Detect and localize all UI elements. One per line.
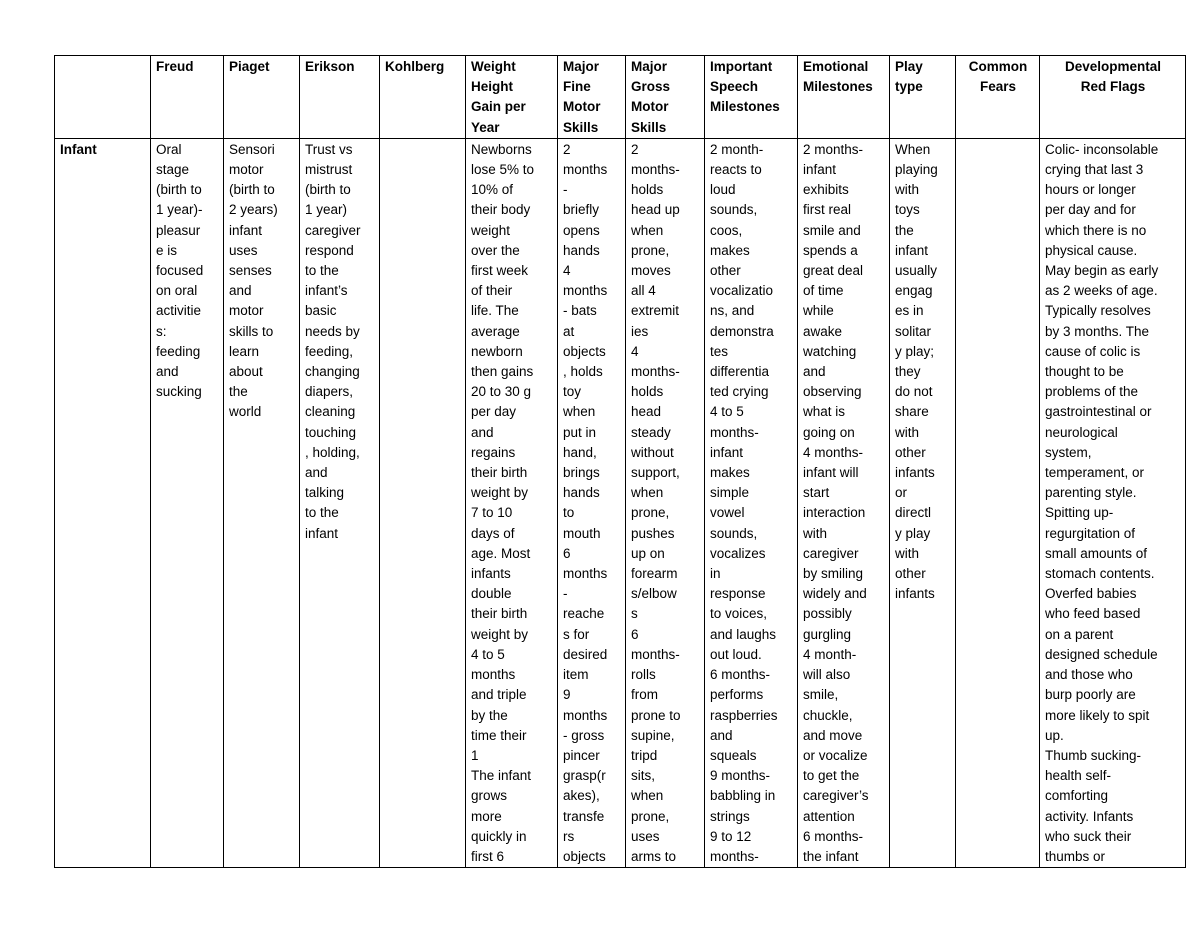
header-cell-fine-motor: Major Fine Motor Skills xyxy=(558,56,626,139)
header-cell-speech: Important Speech Milestones xyxy=(705,56,798,139)
cell-play-type: When playing with toys the infant usually engag es in solitar y play; they do not share with other infants or directl y play with other infants xyxy=(890,138,956,867)
cell-fine-motor: 2 months - briefly opens hands 4 months - bats at objects , holds toy when put in hand, brings hands to mouth 6 months - reache s for desired item 9 months - gross pincer grasp(r akes), transfe rs objects xyxy=(558,138,626,867)
table-row-infant xyxy=(55,138,1186,867)
cell-fears xyxy=(956,138,1040,867)
cell-speech: 2 month- reacts to loud sounds, coos, makes other vocalizatio ns, and demonstra tes differentia ted crying 4 to 5 months- infant makes simple vowel sounds, vocalizes in response to voices, and laughs out loud. 6 months- performs raspberries and squeals 9 months- babbling in strings 9 to 12 months- xyxy=(705,138,798,867)
development-table xyxy=(54,55,1186,868)
cell-freud: Oral stage (birth to 1 year)- pleasur e is focused on oral activitie s: feeding and sucking xyxy=(151,138,224,867)
cell-piaget: Sensori motor (birth to 2 years) infant uses senses and motor skills to learn about the world xyxy=(224,138,300,867)
header-row xyxy=(55,56,1186,139)
cell-erikson: Trust vs mistrust (birth to 1 year) caregiver respond to the infant’s basic needs by feeding, changing diapers, cleaning touching , holding, and talking to the infant xyxy=(300,138,380,867)
header-cell-erikson: Erikson xyxy=(300,56,380,139)
cell-emotional: 2 months- infant exhibits first real smile and spends a great deal of time while awake watching and observing what is going on 4 months- infant will start interaction with caregiver by smiling widely and possibly gurgling 4 month- will also smile, chuckle, and move or vocalize to get the caregiver’s attention 6 months- the infant xyxy=(798,138,890,867)
header-cell-gross-motor: Major Gross Motor Skills xyxy=(626,56,705,139)
row-label-infant: Infant xyxy=(55,138,151,867)
header-cell-emotional: Emotional Milestones xyxy=(798,56,890,139)
header-cell-fears: Common Fears xyxy=(956,56,1040,139)
cell-gross-motor: 2 months- holds head up when prone, moves all 4 extremit ies 4 months- holds head steady without support, when prone, pushes up on forearm s/elbow s 6 months- rolls from prone to supine, tripd sits, when prone, uses arms to xyxy=(626,138,705,867)
header-cell-empty xyxy=(55,56,151,139)
header-cell-weight-height: Weight Height Gain per Year xyxy=(466,56,558,139)
cell-weight-height: Newborns lose 5% to 10% of their body weight over the first week of their life. The average newborn then gains 20 to 30 g per day and regains their birth weight by 7 to 10 days of age. Most infants double their birth weight by 4 to 5 months and triple by the time their 1 The infant grows more quickly in first 6 xyxy=(466,138,558,867)
header-cell-play-type: Play type xyxy=(890,56,956,139)
document-page xyxy=(54,55,1185,871)
header-cell-red-flags: Developmental Red Flags xyxy=(1040,56,1186,139)
header-cell-kohlberg: Kohlberg xyxy=(380,56,466,139)
header-cell-piaget: Piaget xyxy=(224,56,300,139)
cell-red-flags: Colic- inconsolable crying that last 3 hours or longer per day and for which there is no physical cause. May begin as early as 2 weeks of age. Typically resolves by 3 months. The cause of colic is thought to be problems of the gastrointestinal or neurological system, temperament, or parenting style. Spitting up- regurgitation of small amounts of stomach contents. Overfed babies who feed based on a parent designed schedule and those who burp poorly are more likely to spit up. Thumb sucking- health self- comforting activity. Infants who suck their thumbs or xyxy=(1040,138,1186,867)
header-cell-freud: Freud xyxy=(151,56,224,139)
cell-kohlberg xyxy=(380,138,466,867)
